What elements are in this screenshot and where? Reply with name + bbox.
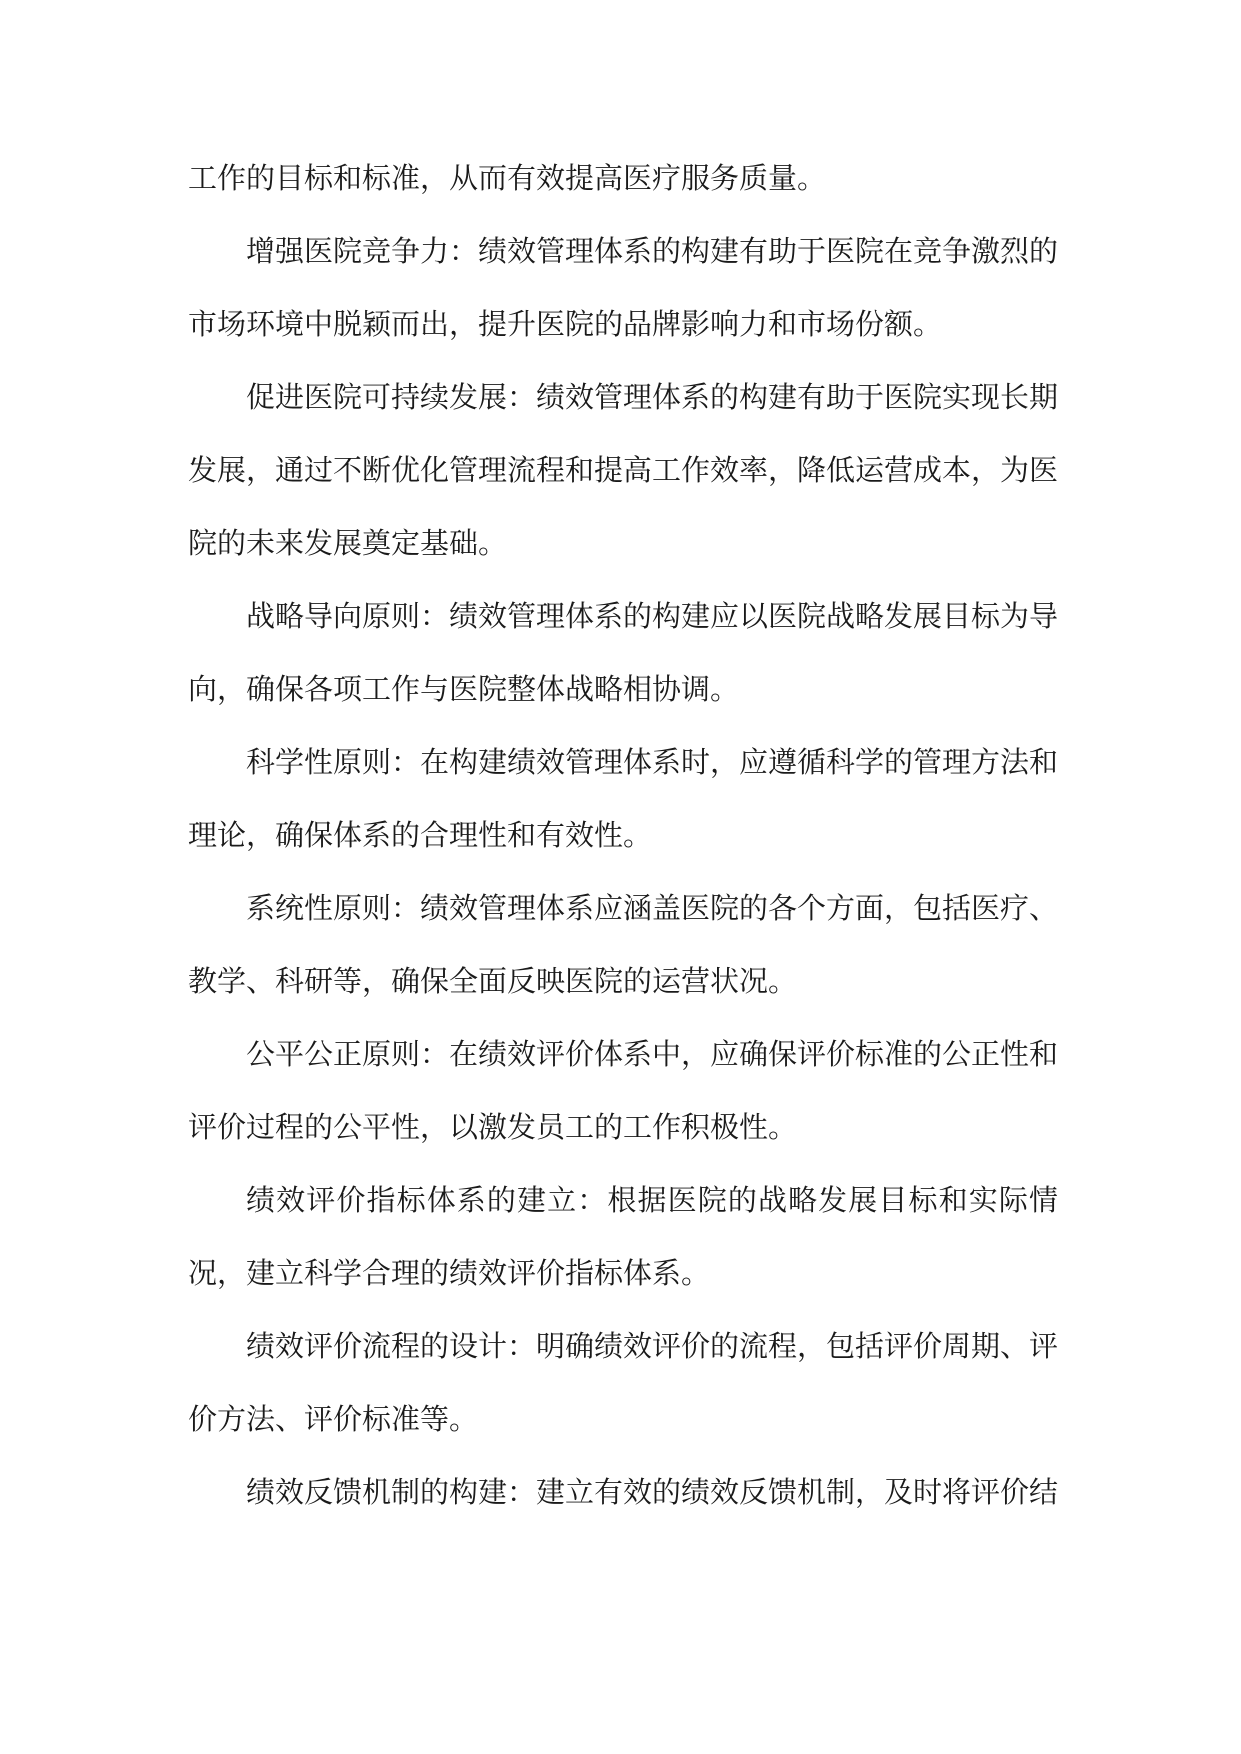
document-body	[188, 142, 1058, 1529]
paragraph-systematic-principle: 系统性原则：绩效管理体系应涵盖医院的各个方面，包括医疗、教学、科研等，确保全面反映医院的运营状况。	[188, 891, 1059, 998]
paragraph-indicator-system: 绩效评价指标体系的建立：根据医院的战略发展目标和实际情况，建立科学合理的绩效评价指标体系。	[188, 1183, 1058, 1290]
paragraph-fairness-principle: 公平公正原则：在绩效评价体系中，应确保评价标准的公正性和评价过程的公平性，以激发员工的工作积极性。	[188, 1037, 1059, 1144]
paragraph-competitiveness: 增强医院竞争力：绩效管理体系的构建有助于医院在竞争激烈的市场环境中脱颖而出，提升医院的品牌影响力和市场份额。	[188, 234, 1059, 341]
paragraph-continuation: 工作的目标和标准，从而有效提高医疗服务质量。	[188, 161, 827, 195]
paragraph-strategy-principle: 战略导向原则：绩效管理体系的构建应以医院战略发展目标为导向，确保各项工作与医院整体战略相协调。	[188, 599, 1059, 706]
paragraph-evaluation-process: 绩效评价流程的设计：明确绩效评价的流程，包括评价周期、评价方法、评价标准等。	[188, 1329, 1059, 1436]
paragraph-scientific-principle: 科学性原则：在构建绩效管理体系时，应遵循科学的管理方法和理论，确保体系的合理性和有效性。	[188, 745, 1059, 852]
paragraph-sustainable-development: 促进医院可持续发展：绩效管理体系的构建有助于医院实现长期发展，通过不断优化管理流程和提高工作效率，降低运营成本，为医院的未来发展奠定基础。	[188, 380, 1059, 560]
paragraph-feedback-mechanism: 绩效反馈机制的构建：建立有效的绩效反馈机制，及时将评价结	[246, 1475, 1059, 1509]
